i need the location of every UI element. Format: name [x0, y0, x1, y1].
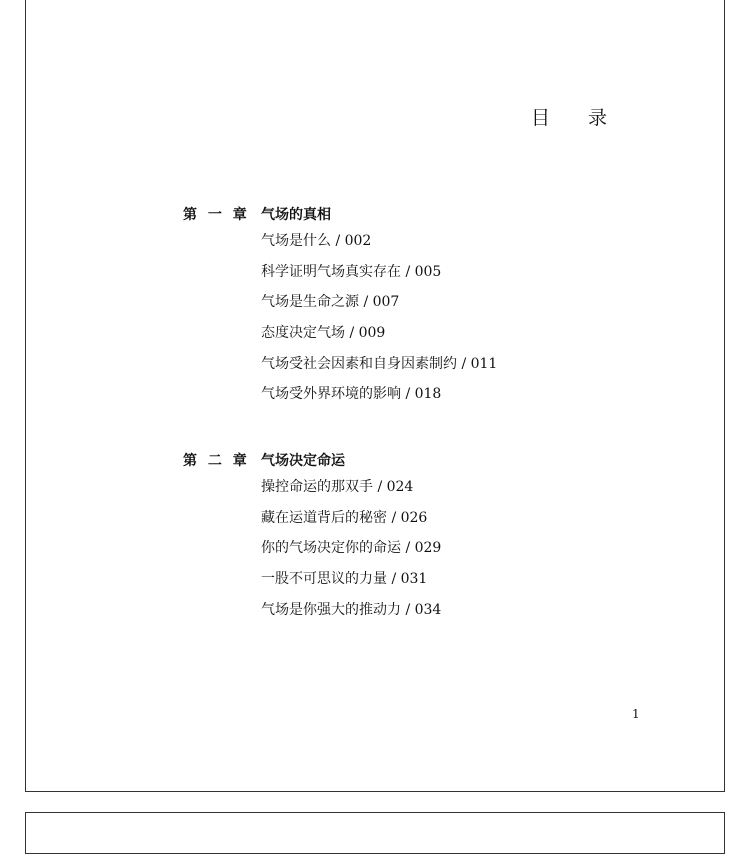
toc-entry: 气场受外界环境的影响 / 018	[261, 386, 442, 403]
chapter-heading	[183, 204, 663, 226]
chapter-name: 气场的真相	[261, 207, 331, 223]
toc-entry: 气场是什么 / 002	[261, 233, 372, 249]
toc-title: 目 录	[531, 107, 624, 129]
toc-entry: 气场是你强大的推动力 / 034	[261, 601, 442, 618]
toc-entry-list	[183, 472, 663, 625]
toc-entry: 操控命运的那双手 / 024	[261, 479, 414, 495]
chapter-1	[183, 204, 663, 410]
toc-entry: 科学证明气场真实存在 / 005	[261, 263, 442, 280]
chapter-name: 气场决定命运	[261, 453, 345, 469]
toc-entry: 藏在运道背后的秘密 / 026	[261, 509, 428, 526]
toc-entry: 气场是生命之源 / 007	[261, 294, 400, 311]
chapter-heading	[183, 450, 663, 472]
toc-entry: 你的气场决定你的命运 / 029	[261, 540, 442, 557]
next-page-edge	[25, 812, 725, 854]
toc-entry-list	[183, 226, 663, 410]
toc-entry: 一股不可思议的力量 / 031	[261, 571, 428, 588]
chapter-label: 第 二 章	[183, 453, 250, 469]
chapter-label: 第 一 章	[183, 207, 250, 223]
chapter-2	[183, 450, 663, 625]
toc-entry: 态度决定气场 / 009	[261, 325, 386, 342]
toc-entry: 气场受社会因素和自身因素制约 / 011	[261, 355, 498, 372]
document-page	[25, 0, 725, 792]
page-number: 1	[632, 707, 640, 721]
